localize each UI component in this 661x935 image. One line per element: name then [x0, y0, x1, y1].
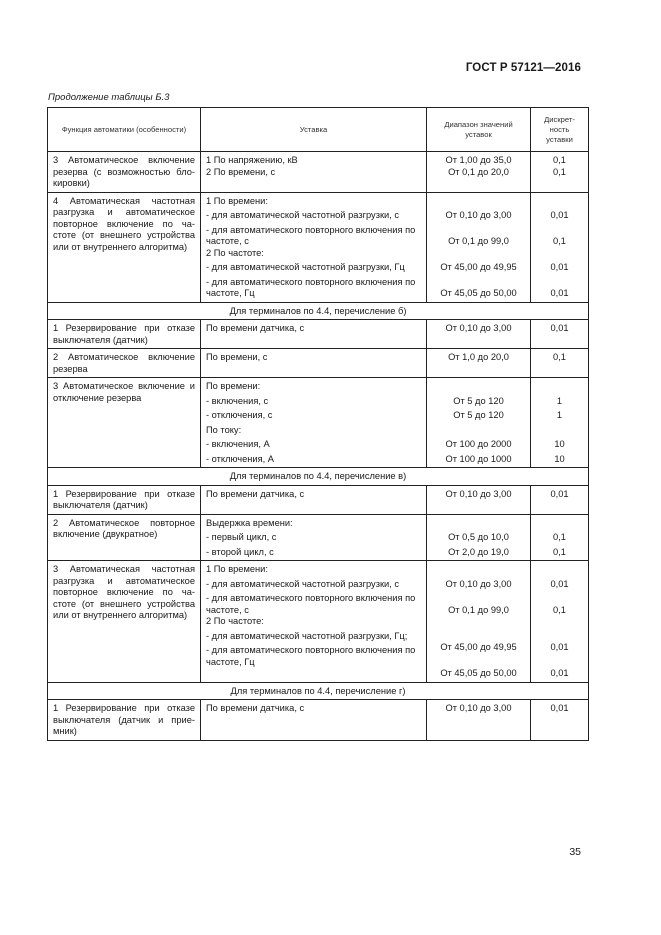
setting-cell: 1 По напряжению, кВ 2 По времени, с — [201, 152, 427, 193]
setting-cell: По времени датчика, с — [201, 485, 427, 514]
function-cell: 2 Автоматическое повторное включение (двукратное) — [48, 514, 201, 561]
setting-cell: По времени, с — [201, 349, 427, 378]
step-cell: 0,01 0,1 0,01 0,01 — [531, 192, 589, 302]
function-cell: 3 Автоматическое включение резерва (с возможностью блокировки) — [48, 152, 201, 193]
table-header-row — [48, 108, 589, 152]
function-cell: 4 Автоматическая частотная разгрузка и автоматическое повторное включение по частоте (от внешнего устройства или от внутреннего алгоритма) — [48, 192, 201, 302]
setting-cell: Выдержка времени: - первый цикл, с - второй цикл, с — [201, 514, 427, 561]
step-cell: 1 1 10 10 — [531, 378, 589, 468]
setting-cell: 1 По времени: - для автоматической частотной разгрузки, с - для автоматического повторного включения по частоте, с 2 По частоте: - для автоматической частотной разгрузки, Гц - для автоматического повторного включения по частоте, Гц — [201, 192, 427, 302]
page-number: 35 — [569, 846, 581, 858]
section-title: Для терминалов по 4.4, перечисление в) — [48, 468, 589, 486]
table-row — [48, 192, 589, 302]
step-cell: 0,1 — [531, 349, 589, 378]
step-cell: 0,01 — [531, 700, 589, 741]
setting-cell: 1 По времени: - для автоматической частотной разгрузки, с - для автоматического повторного включения по частоте, с 2 По частоте: - для автоматической частотной разгрузки, Гц; - для автоматического повторного включения по частоте, Гц — [201, 561, 427, 683]
settings-table — [47, 107, 589, 741]
function-cell: 1 Резервирование при отказе выключателя (датчик) — [48, 485, 201, 514]
setting-cell: По времени: - включения, с - отключения, с По току: - включения, А - отключения, А — [201, 378, 427, 468]
function-cell: 3 Автоматическая частотная разгрузка и автоматическое повторное включение по частоте (от внешнего устройства или от внутреннего алгоритма) — [48, 561, 201, 683]
range-cell: От 0,10 до 3,00 От 0,1 до 99,0 От 45,00 до 49,95 От 45,05 до 50,00 — [427, 561, 531, 683]
function-cell: 3 Автоматическое включение и отключение резерва — [48, 378, 201, 468]
table-row — [48, 561, 589, 683]
column-header: Уставка — [201, 108, 427, 152]
section-row — [48, 682, 589, 700]
function-cell: 1 Резервирование при отказе выключателя (датчик) — [48, 320, 201, 349]
section-title: Для терминалов по 4.4, перечисление б) — [48, 302, 589, 320]
range-cell: От 1,0 до 20,0 — [427, 349, 531, 378]
section-row — [48, 468, 589, 486]
table-row — [48, 700, 589, 741]
step-cell: 0,1 0,1 — [531, 514, 589, 561]
step-cell: 0,01 0,1 0,01 0,01 — [531, 561, 589, 683]
range-cell: От 0,10 до 3,00 От 0,1 до 99,0 От 45,00 до 49,95 От 45,05 до 50,00 — [427, 192, 531, 302]
setting-cell: По времени датчика, с — [201, 320, 427, 349]
table-row — [48, 514, 589, 561]
table-caption: Продолжение таблицы Б.3 — [48, 92, 170, 103]
section-row — [48, 302, 589, 320]
range-cell: От 0,10 до 3,00 — [427, 485, 531, 514]
column-header: Диапазон значений уставок — [427, 108, 531, 152]
range-cell: От 0,10 до 3,00 — [427, 320, 531, 349]
function-cell: 1 Резервирование при отказе выключателя (датчик и приемник) — [48, 700, 201, 741]
function-cell: 2 Автоматическое включение резерва — [48, 349, 201, 378]
range-cell: От 1,00 до 35,0 От 0,1 до 20,0 — [427, 152, 531, 193]
range-cell: От 0,10 до 3,00 — [427, 700, 531, 741]
document-header: ГОСТ Р 57121—2016 — [465, 62, 581, 74]
step-cell: 0,1 0,1 — [531, 152, 589, 193]
table-row — [48, 485, 589, 514]
setting-cell: По времени датчика, с — [201, 700, 427, 741]
range-cell: От 5 до 120 От 5 до 120 От 100 до 2000 От 100 до 1000 — [427, 378, 531, 468]
section-title: Для терминалов по 4.4, перечисление г) — [48, 682, 589, 700]
table-row — [48, 152, 589, 193]
table-row — [48, 320, 589, 349]
table-row — [48, 378, 589, 468]
table-row — [48, 349, 589, 378]
column-header: Функция автоматики (особенности) — [48, 108, 201, 152]
step-cell: 0,01 — [531, 485, 589, 514]
range-cell: От 0,5 до 10,0 От 2,0 до 19,0 — [427, 514, 531, 561]
column-header: Дискретность уставки — [531, 108, 589, 152]
step-cell: 0,01 — [531, 320, 589, 349]
